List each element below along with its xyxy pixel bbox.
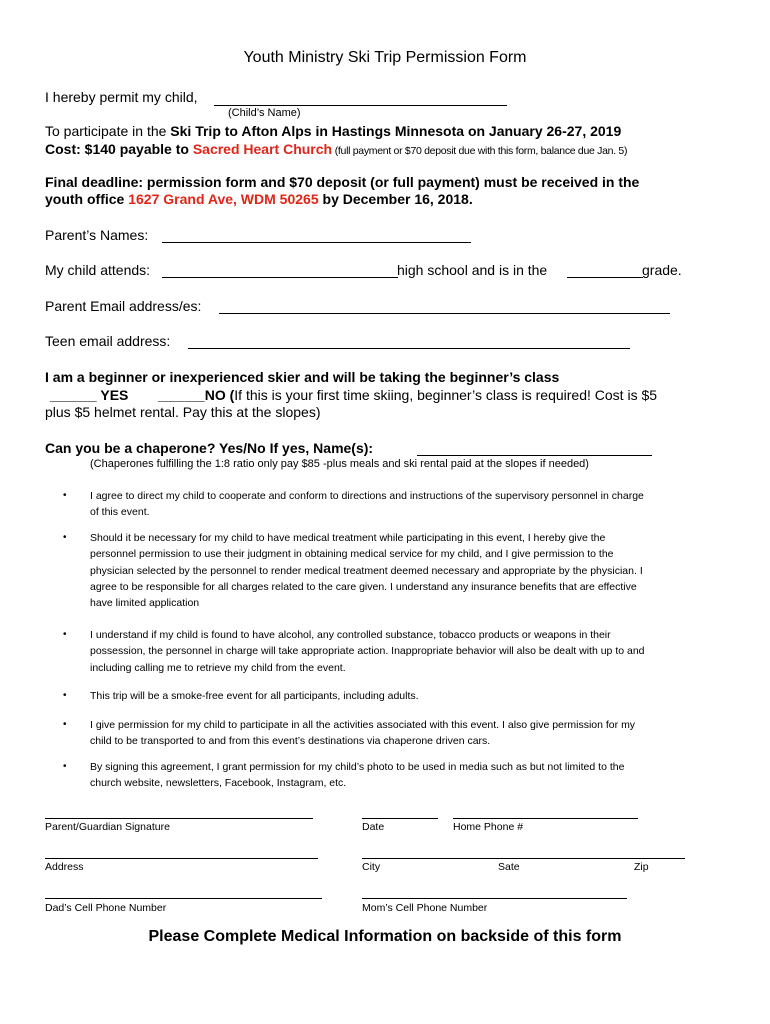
cost-label: Cost: $140 payable to <box>45 141 193 157</box>
deadline-line-2 <box>45 191 473 207</box>
beginner-note-2: plus $5 helmet rental. Pay this at the slopes) <box>45 404 321 420</box>
parents-names-label: Parent’s Names: <box>45 227 149 243</box>
form-title: Youth Ministry Ski Trip Permission Form <box>243 49 527 66</box>
bullet-icon: • <box>63 629 67 640</box>
date-field[interactable] <box>362 818 438 819</box>
term-line: I give permission for my child to participate in all the activities associated with this event. I also give permission for my <box>90 719 636 731</box>
deadline-suffix: by December 16, 2018. <box>318 191 473 207</box>
term-line: agree to be responsible for all charges related to the care given. I understand any insurance benefits that are effective <box>90 580 637 593</box>
term-line: of this event. <box>90 506 150 519</box>
parent-signature-label: Parent/Guardian Signature <box>45 821 170 833</box>
city-state-zip-field[interactable] <box>362 858 685 859</box>
bullet-icon: • <box>63 719 67 730</box>
term-item <box>45 488 770 521</box>
attends-mid-label: high school and is in the <box>397 262 548 278</box>
cost-line <box>45 141 627 157</box>
parent-email-field[interactable] <box>219 313 670 314</box>
dad-cell-label: Dad’s Cell Phone Number <box>45 902 167 914</box>
zip-label: Zip <box>634 861 649 873</box>
term-line: have limited application <box>90 597 200 610</box>
mom-cell-label: Mom’s Cell Phone Number <box>362 902 488 914</box>
term-line: By signing this agreement, I grant permission for my child’s photo to be used in media such as but not limited to the <box>90 761 625 773</box>
address-field[interactable] <box>45 858 318 859</box>
chaperone-question: Can you be a chaperone? Yes/No If yes, Name(s): <box>45 440 374 456</box>
cost-payee: Sacred Heart Church <box>192 141 333 157</box>
term-line: physician selected by the personnel to render medical treatment deemed necessary and appropriate by the physician. I <box>90 564 643 577</box>
term-item <box>45 717 770 750</box>
permit-label: I hereby permit my child, <box>45 89 198 105</box>
parent-email-label: Parent Email address/es: <box>45 298 202 314</box>
parents-names-field[interactable] <box>162 242 471 243</box>
chaperone-note: (Chaperones fulfilling the 1:8 ratio only pay $85 -plus meals and ski rental paid at the slopes if needed) <box>90 458 589 470</box>
deadline-address: 1627 Grand Ave, WDM 50265 <box>128 191 319 207</box>
term-line: child to be transported to and from this event’s destinations via chaperone driven cars. <box>90 735 491 748</box>
chaperone-name-field[interactable] <box>417 455 652 456</box>
teen-email-field[interactable] <box>188 348 630 349</box>
attends-label: My child attends: <box>45 262 151 278</box>
bullet-icon: • <box>63 532 67 543</box>
term-line: I understand if my child is found to have alcohol, any controlled substance, tobacco products or weapons in their <box>90 629 611 641</box>
teen-email-label: Teen email address: <box>45 333 171 349</box>
term-line: church website, newsletters, Facebook, Instagram, etc. <box>90 777 347 790</box>
bullet-icon: • <box>63 490 67 501</box>
dad-cell-field[interactable] <box>45 898 322 899</box>
grade-field[interactable] <box>567 277 643 278</box>
term-line: personnel permission to use their judgment in obtaining medical service for my child, and I give permission to the <box>90 548 614 561</box>
cost-note: (full payment or $70 deposit due with this form, balance due Jan. 5) <box>332 145 628 157</box>
term-line: This trip will be a smoke-free event for all participants, including adults. <box>90 690 419 702</box>
child-name-field[interactable] <box>214 105 507 106</box>
deadline-prefix: youth office <box>45 191 129 207</box>
home-phone-field[interactable] <box>453 818 638 819</box>
deadline-line-1: Final deadline: permission form and $70 deposit (or full payment) must be received in the <box>45 174 640 190</box>
mom-cell-field[interactable] <box>362 898 627 899</box>
beginner-heading: I am a beginner or inexperienced skier and will be taking the beginner’s class <box>45 369 560 385</box>
participate-line <box>45 123 621 139</box>
participate-prefix: To participate in the <box>45 123 171 139</box>
state-label: Sate <box>498 861 520 873</box>
term-item <box>45 530 770 611</box>
term-line: including calling me to retrieve my child from the event. <box>90 661 346 674</box>
city-label: City <box>362 861 381 873</box>
attends-end-label: grade. <box>642 262 682 278</box>
bullet-icon: • <box>63 690 67 701</box>
bullet-icon: • <box>63 761 67 772</box>
school-field[interactable] <box>162 277 398 278</box>
term-line: I agree to direct my child to cooperate and conform to directions and instructions of the supervisory personnel in charge <box>90 490 644 502</box>
beginner-no-option[interactable]: ______NO ( <box>158 387 235 403</box>
term-line: possession, the personnel in charge will take appropriate action. Inappropriate behavior will also be dealt with up to and <box>90 645 645 658</box>
beginner-no-line <box>158 387 657 403</box>
event-name: Ski Trip to Afton Alps in Hastings Minnesota on January 26-27, 2019 <box>170 123 622 139</box>
date-label: Date <box>362 821 385 833</box>
footer-instruction: Please Complete Medical Information on backside of this form <box>148 928 622 945</box>
term-item <box>45 627 770 676</box>
beginner-yes-option[interactable]: ______ YES <box>50 387 129 403</box>
home-phone-label: Home Phone # <box>453 821 524 833</box>
term-line: Should it be necessary for my child to have medical treatment while participating in this event, I hereby give the <box>90 532 606 544</box>
address-label: Address <box>45 861 84 873</box>
parent-signature-field[interactable] <box>45 818 313 819</box>
child-name-caption: (Child’s Name) <box>228 107 301 119</box>
term-item <box>45 759 770 792</box>
beginner-note-1: If this is your first time skiing, beginner’s class is required! Cost is $5 <box>234 387 658 403</box>
term-item <box>45 688 770 704</box>
